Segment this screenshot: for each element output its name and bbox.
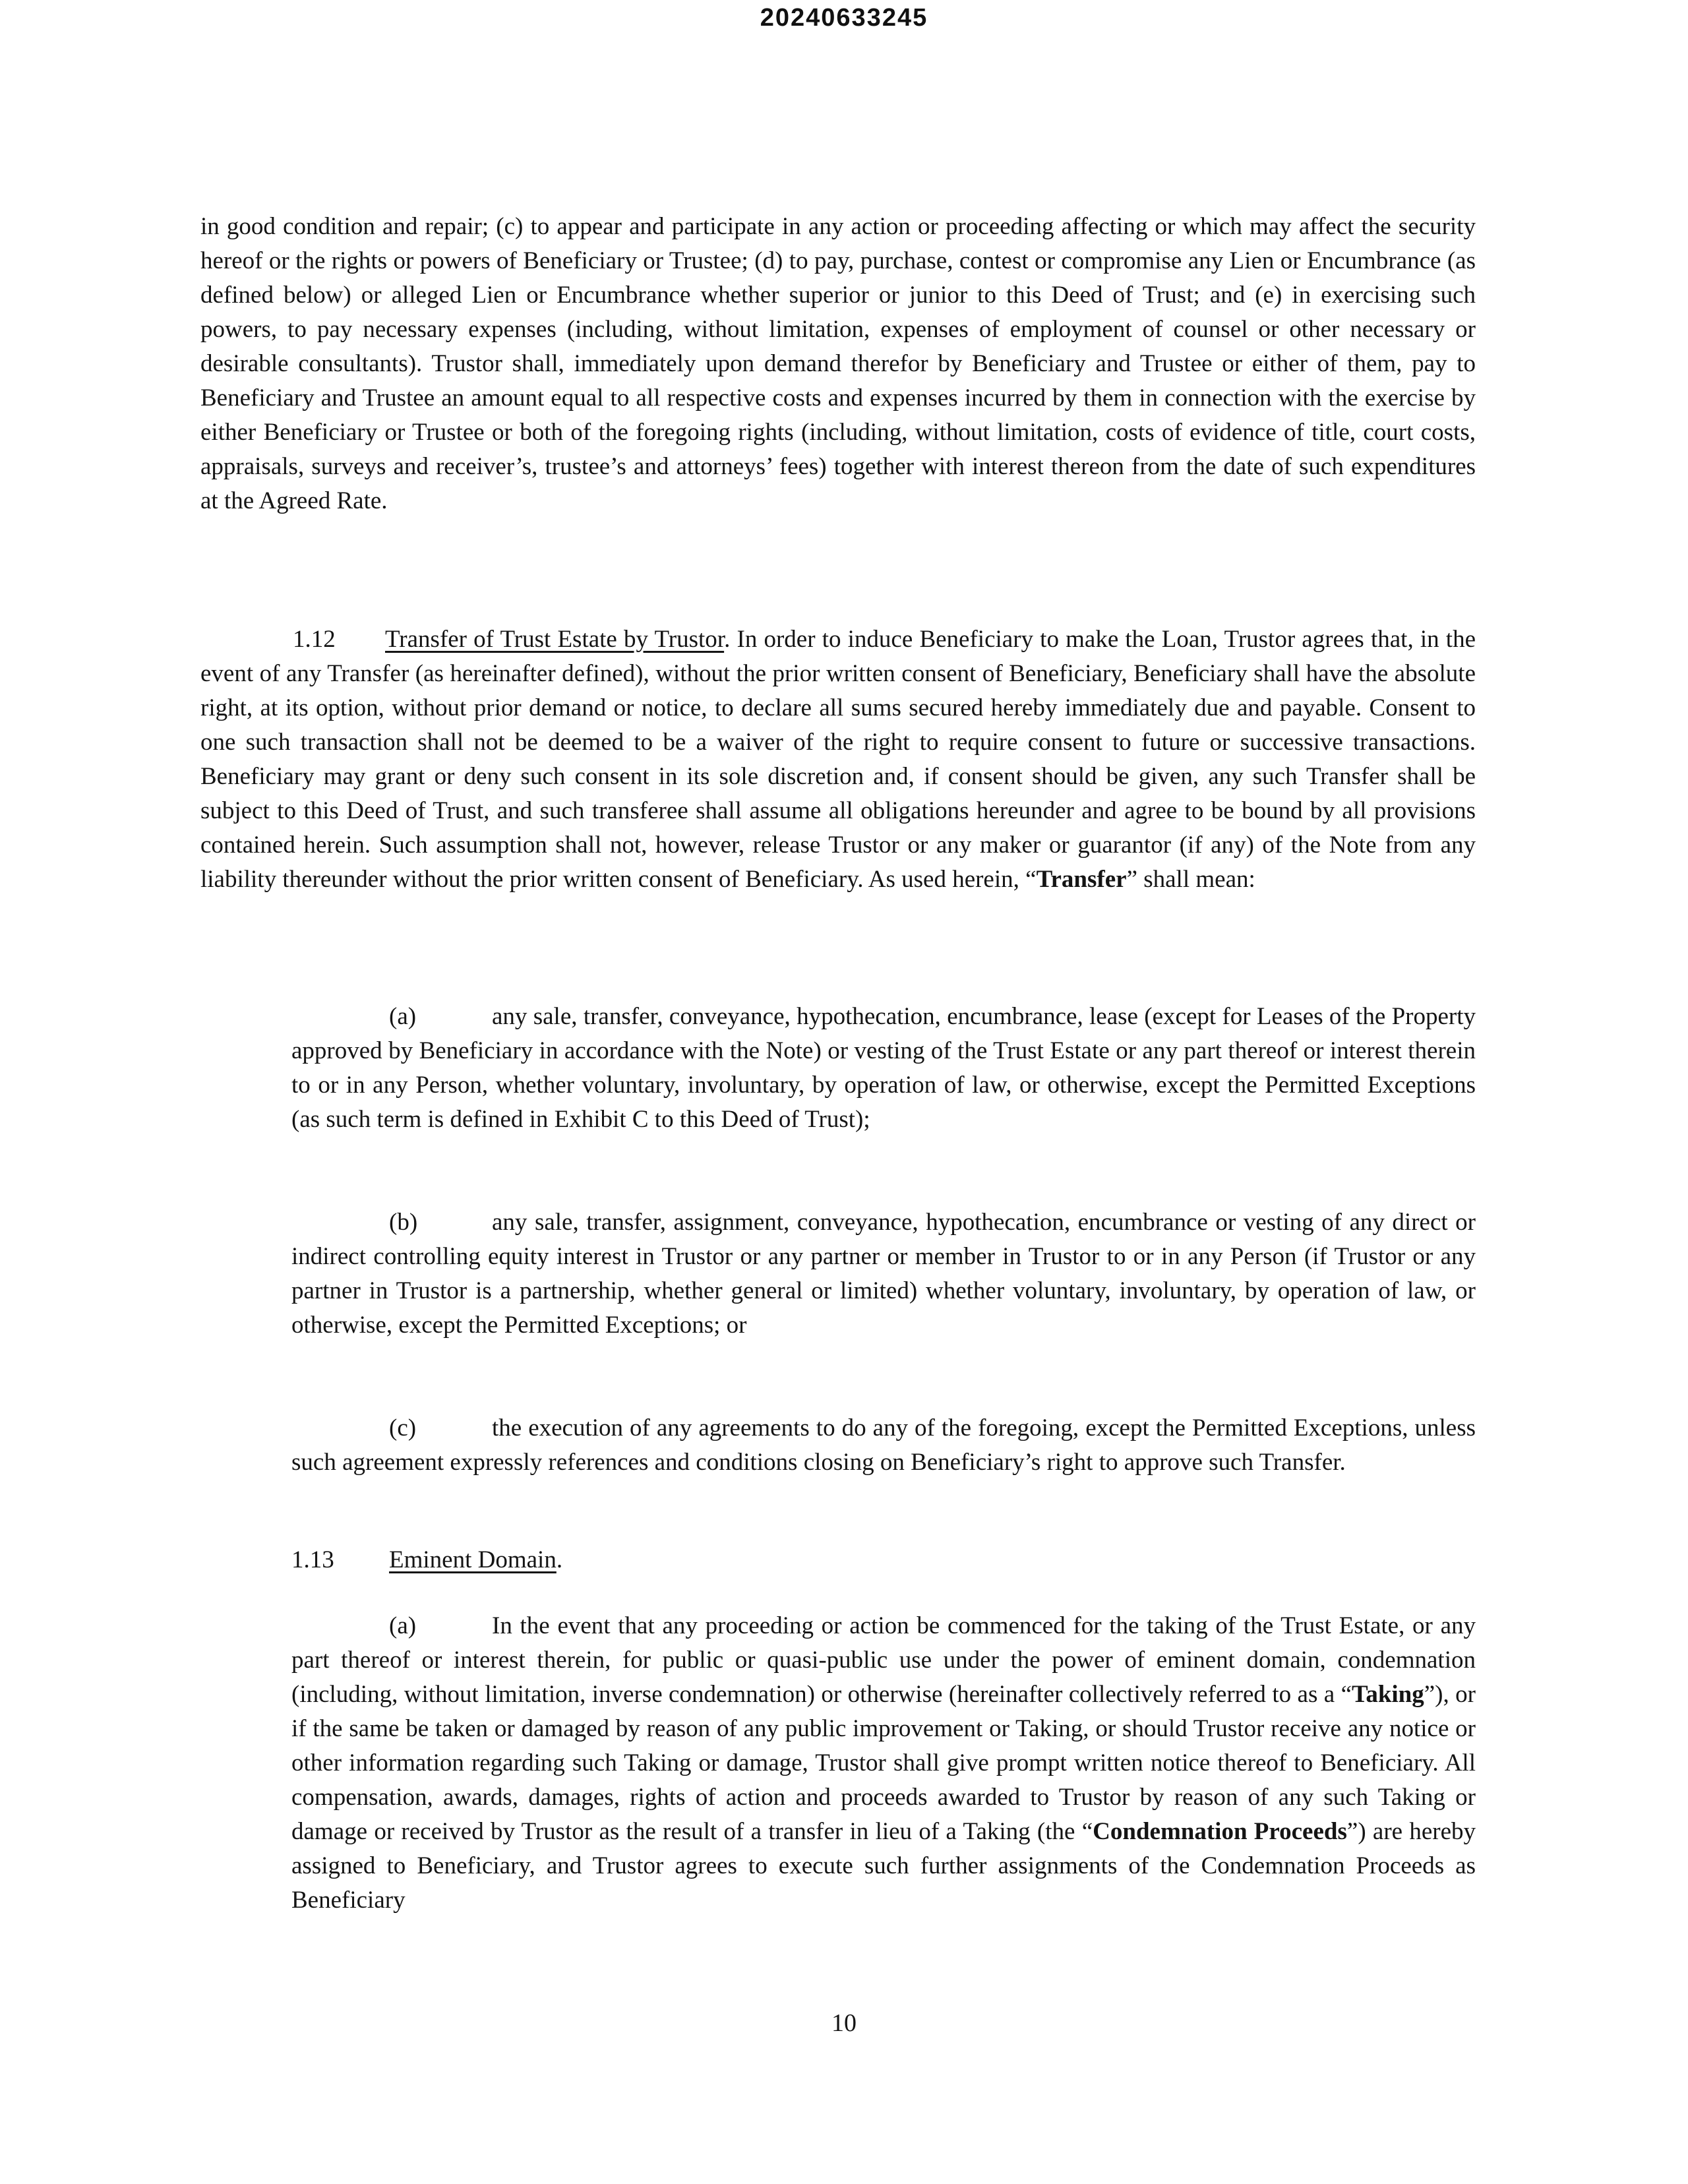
clause-label: (a)	[389, 1003, 417, 1030]
clause-text: any sale, transfer, assignment, conveyance, hypothecation, encumbrance or vesting of any direct or indirect controlling equity interest in Trustor or any partner or member in Trustor to or in any Person (if Trustor or any partner in Trustor is a partnership, whether general or limited) whether voluntary, involuntary, by operation of law, or otherwise, except the Permitted Exceptions; or	[291, 1209, 1476, 1339]
page-number: 10	[831, 2009, 857, 2037]
clause-text: any sale, transfer, conveyance, hypothecation, encumbrance, lease (except for Leases of the Property approved by Beneficiary in accordance with the Note) or vesting of the Trust Estate or any part thereof or interest therein to or in any Person, whether voluntary, involuntary, by operation of law, or otherwise, except the Permitted Exceptions (as such term is defined in Exhibit C to this Deed of Trust);	[291, 1003, 1476, 1133]
section-1-12-text-before: . In order to induce Beneficiary to make the Loan, Trustor agrees that, in the event of any Transfer (as hereinafter defined), without the prior written consent of Beneficiary, Beneficiary shall have the absolute right, at its option, without prior demand or notice, to declare all sums secured hereby immediately due and payable. Consent to one such transaction shall not be deemed to be a waiver of the right to require consent to future or successive transactions. Beneficiary may grant or deny such consent in its sole discretion and, if consent should be given, any such Transfer shall be subject to this Deed of Trust, and such transferee shall assume all obligations hereunder and agree to be bound by all provisions contained herein. Such assumption shall not, however, release Trustor or any maker or guarantor (if any) of the Note from any liability thereunder without the prior written consent of Beneficiary. As used herein, “	[200, 626, 1476, 893]
clause-text-1: In the event that any proceeding or action be commenced for the taking of the Trust Estate, or any part thereof or interest therein, for public or quasi-public use under the power of eminent domain, condemnation (including, without limitation, inverse condemnation) or otherwise (hereinafter collectively referred to as a “	[291, 1612, 1476, 1708]
clause-1-13-a	[291, 1609, 1476, 1918]
defined-term-taking: Taking	[1352, 1681, 1424, 1708]
section-1-12-paragraph	[200, 622, 1476, 897]
section-1-12-text-after: ” shall mean:	[1126, 866, 1255, 893]
section-1-13-heading: Eminent Domain	[389, 1546, 557, 1573]
clause-label: (c)	[389, 1414, 417, 1441]
clause-text-2: ”), or if the same be taken or damaged by reason of any public improvement or Taking, or should Trustor receive any notice or other information regarding such Taking or damage, Trustor shall give prompt written notice thereof to Beneficiary. All compensation, awards, damages, rights of action and proceeds awarded to Trustor by reason of any such Taking or damage or received by Trustor as the result of a transfer in lieu of a Taking (the “	[291, 1681, 1476, 1845]
section-1-13-number: 1.13	[291, 1546, 334, 1573]
clause-text-3: ”) are hereby assigned to Beneficiary, and Trustor agrees to execute such further assignments of the Condemnation Proceeds as Beneficiary	[291, 1818, 1476, 1914]
section-1-12-number: 1.12	[293, 626, 336, 653]
clause-label: (b)	[389, 1209, 418, 1236]
clause-text: the execution of any agreements to do any of the foregoing, except the Permitted Exceptions, unless such agreement expressly references and conditions closing on Beneficiary’s right to approve such Transfer.	[291, 1414, 1476, 1476]
clause-1-12-c	[291, 1411, 1476, 1480]
section-1-13-heading-period: .	[556, 1546, 563, 1573]
defined-term-condemnation-proceeds: Condemnation Proceeds	[1093, 1818, 1347, 1845]
continuation-paragraph: in good condition and repair; (c) to appear and participate in any action or proceeding affecting or which may affect the security hereof or the rights or powers of Beneficiary or Trustee; (d) to pay, purchase, contest or compromise any Lien or Encumbrance (as defined below) or alleged Lien or Encumbrance whether superior or junior to this Deed of Trust; and (e) in exercising such powers, to pay necessary expenses (including, without limitation, expenses of employment of counsel or other necessary or desirable consultants). Trustor shall, immediately upon demand therefor by Beneficiary and Trustee or either of them, pay to Beneficiary and Trustee an amount equal to all respective costs and expenses incurred by them in connection with the exercise by either Beneficiary or Trustee or both of the foregoing rights (including, without limitation, costs of evidence of title, court costs, appraisals, surveys and receiver’s, trustee’s and attorneys’ fees) together with interest thereon from the date of such expenditures at the Agreed Rate.	[200, 213, 1476, 514]
clause-1-12-b	[291, 1205, 1476, 1343]
clause-label: (a)	[389, 1612, 417, 1639]
clause-1-12-a	[291, 1000, 1476, 1137]
defined-term-transfer: Transfer	[1036, 866, 1127, 893]
document-number: 20240633245	[760, 4, 928, 32]
section-1-13-heading-line	[291, 1543, 1476, 1577]
section-1-12-heading: Transfer of Trust Estate by Trustor	[385, 626, 725, 653]
